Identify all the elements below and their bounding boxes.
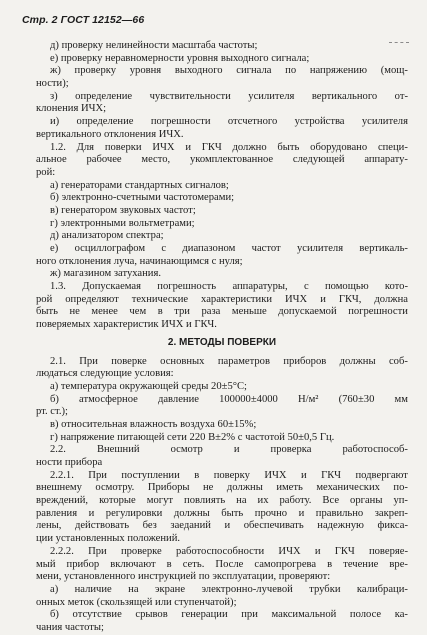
section-title: 2. МЕТОДЫ ПОВЕРКИ xyxy=(167,336,277,348)
text-line: чания частоты; xyxy=(36,621,104,633)
page-header: Стр. 2 ГОСТ 12152—66 xyxy=(22,14,145,26)
text-line: е) осциллографом с диапазоном частот усилителя вертикаль- xyxy=(50,243,408,254)
text-line: поверяемых характеристик ИЧХ и ГКЧ. xyxy=(36,319,217,331)
text-line: д) проверку нелинейности масштаба частоты; xyxy=(50,40,258,51)
text-line: быть не менее чем в три раза меньше допускаемой погрешности xyxy=(36,306,408,318)
text-line: 2.2.2. При проверке работоспособности ИЧХ и ГКЧ поверяе- xyxy=(50,545,408,557)
text-line: клонения ИЧХ; xyxy=(36,103,107,115)
text-line: ж) проверку уровня выходного сигнала по напряжению (мощ- xyxy=(50,65,408,77)
text-line: б) атмосферное давление 100000±4000 Н/м² (760±30 мм xyxy=(50,393,408,405)
text-line: рой: xyxy=(36,166,56,178)
text-line: а) наличие на экране электронно-лучевой трубки калибраци- xyxy=(50,583,408,595)
text-line: г) напряжение питающей сети 220 В±2% с частотой 50±0,5 Гц. xyxy=(50,431,335,443)
text-line: 1.3. Допускаемая погрешность аппаратуры, с помощью кото- xyxy=(50,281,408,293)
text-line: вреждений, которые могут повлиять на их работу. Все органы уп- xyxy=(36,495,408,507)
section-2-text xyxy=(36,356,408,635)
text-line: вертикального отклонения ИЧХ. xyxy=(36,128,184,140)
text-line: д) анализатором спектра; xyxy=(50,230,164,242)
text-line: внешнему осмотру. Приборы не должны иметь механических по- xyxy=(36,482,408,494)
text-line: г) электронными вольтметрами; xyxy=(50,217,195,229)
text-line: б) электронно-счетными частотомерами; xyxy=(50,192,235,204)
text-line: 2.2.1. При поступлении в поверку ИЧХ и ГКЧ подвергают xyxy=(50,469,408,481)
text-line: ж) магазином затухания. xyxy=(50,268,161,280)
text-line: лены, действовать без заеданий и обеспечивать надежную фикса- xyxy=(36,520,408,532)
text-line: б) отсутствие срывов генерации при максимальной полосе ка- xyxy=(50,609,408,621)
text-line: в) генератором звуковых частот; xyxy=(50,204,196,216)
text-line: е) проверку неравномерности уровня выходного сигнала; xyxy=(50,52,310,64)
text-line: людаться следующие условия: xyxy=(36,368,174,380)
text-line: онных меток (скользящей или ступенчатой); xyxy=(36,596,237,608)
document-body xyxy=(36,40,408,635)
text-line: ции установленных положений. xyxy=(36,533,181,545)
text-line: мый прибор включают в сеть. После самопрогрева в течение вре- xyxy=(36,558,408,570)
text-line: ного отклонения луча, начинающимся с нуля; xyxy=(36,255,243,267)
text-line: рой определяют технические характеристики ИЧХ и ГКЧ, должна xyxy=(36,293,408,305)
text-line: в) относительная влажность воздуха 60±15%; xyxy=(50,418,257,430)
text-line: 1.2. Для поверки ИЧХ и ГКЧ должно быть оборудовано специ- xyxy=(50,141,408,153)
text-line: ности); xyxy=(36,78,69,90)
text-line: альное рабочее место, укомплектованное следующей аппарату- xyxy=(36,154,408,166)
section-1-text xyxy=(36,40,408,332)
text-line: и) определение погрешности отсчетного устройства усилителя xyxy=(50,116,408,128)
text-line: а) температура окружающей среды 20±5°С; xyxy=(50,380,247,392)
text-line: 2.1. При поверке основных параметров приборов должны соб- xyxy=(50,355,408,367)
text-line: рт. ст.); xyxy=(36,406,68,418)
text-line: з) определение чувствительности усилителя вертикального от- xyxy=(50,90,408,102)
text-line: равления и регулировки должны быть прочно и правильно закреп- xyxy=(36,507,408,519)
text-line: а) генераторами стандартных сигналов; xyxy=(50,179,229,191)
text-line: ности прибора xyxy=(36,457,103,469)
text-line: мени, установленного инструкцией по эксплуатации, проверяют: xyxy=(36,571,331,583)
text-line: 2.2. Внешний осмотр и проверка работоспособ- xyxy=(50,444,408,456)
